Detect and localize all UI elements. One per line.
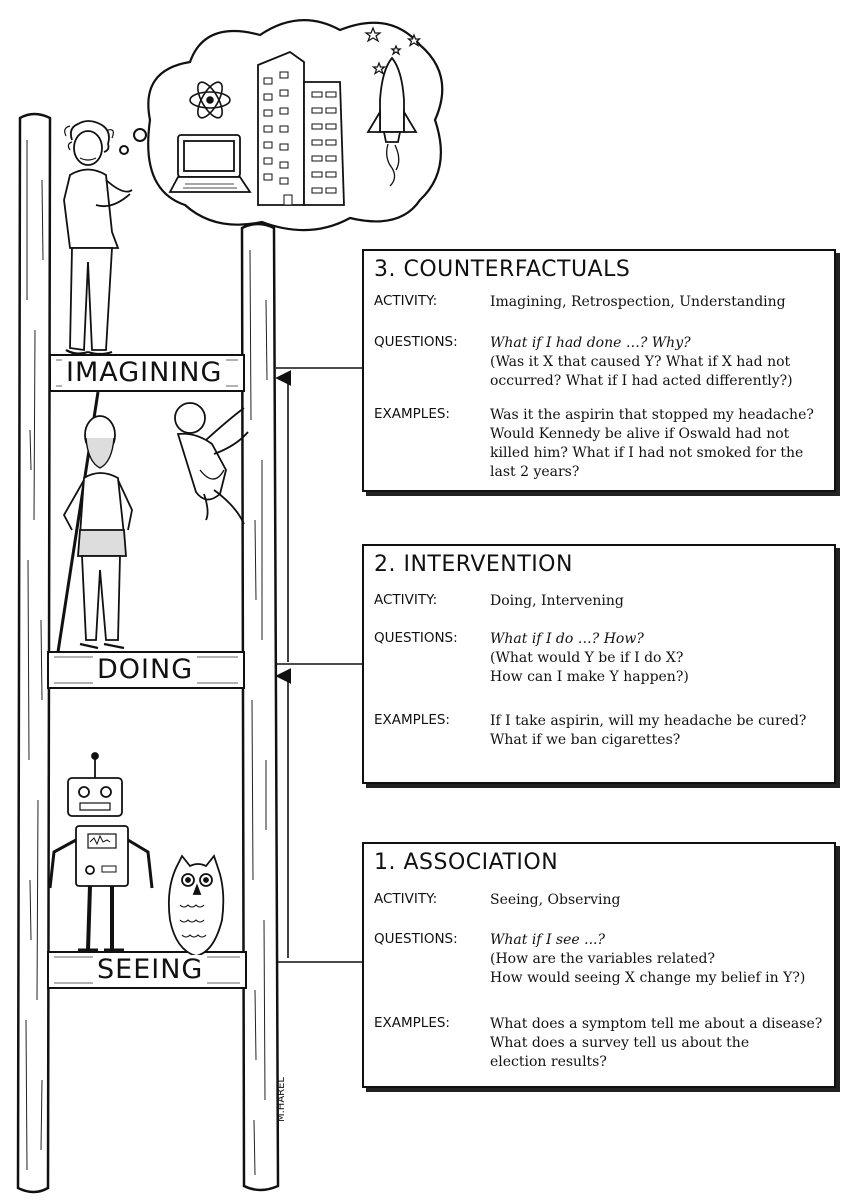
level-3-example-line: Was it the aspirin that stopped my headache? [490, 407, 814, 423]
robot-icon [50, 753, 152, 950]
owl-icon [169, 856, 223, 956]
rung-label-doing: DOING [93, 655, 197, 685]
level-2-title: 2. INTERVENTION [374, 552, 573, 577]
level-2-question-line: How can I make Y happen?) [490, 669, 689, 685]
level-3-example-line: last 2 years? [490, 464, 580, 480]
level-2-example-line: If I take aspirin, will my headache be cured? [490, 713, 807, 729]
level-1-example-line: What does a survey tell us about the [490, 1035, 750, 1051]
level-2-box [362, 544, 836, 784]
level-2-activity: Doing, Intervening [490, 593, 624, 609]
level-3-question-line: (Was it X that caused Y? What if X had not [490, 354, 791, 370]
baby-figure [175, 403, 248, 524]
ladder-left-pole [18, 114, 50, 1192]
examples-label: EXAMPLES: [374, 1015, 450, 1031]
activity-label: ACTIVITY: [374, 592, 438, 608]
questions-label: QUESTIONS: [374, 630, 458, 646]
ladder-right-pole [242, 224, 278, 1190]
questions-label: QUESTIONS: [374, 931, 458, 947]
activity-label: ACTIVITY: [374, 293, 438, 309]
questions-label: QUESTIONS: [374, 334, 458, 350]
level-1-activity: Seeing, Observing [490, 892, 621, 908]
rung-label-seeing: SEEING [93, 955, 207, 985]
level-1-question-line: How would seeing X change my belief in Y?) [490, 970, 806, 986]
artist-signature: M.HAREL [276, 1076, 287, 1122]
level-1-questions-lead: What if I see ...? [490, 932, 605, 948]
level-3-questions-lead: What if I had done …? Why? [490, 335, 691, 351]
level-3-example-line: killed him? What if I had not smoked for the [490, 445, 804, 461]
level-3-box [362, 249, 836, 492]
level-3-title: 3. COUNTERFACTUALS [374, 257, 631, 282]
level-1-example-line: What does a symptom tell me about a disease? [490, 1016, 823, 1032]
level-3-activity: Imagining, Retrospection, Understanding [490, 294, 786, 310]
level-1-title: 1. ASSOCIATION [374, 850, 559, 875]
examples-label: EXAMPLES: [374, 406, 450, 422]
examples-label: EXAMPLES: [374, 712, 450, 728]
einstein-figure [64, 121, 132, 354]
level-1-question-line: (How are the variables related? [490, 951, 715, 967]
laptop-icon [170, 135, 250, 192]
activity-label: ACTIVITY: [374, 891, 438, 907]
rung-label-imagining: IMAGINING [62, 358, 226, 388]
level-2-questions-lead: What if I do …? How? [490, 631, 644, 647]
level-2-question-line: (What would Y be if I do X? [490, 650, 684, 666]
level-1-box [362, 842, 836, 1088]
connectors [276, 368, 362, 962]
level-2-example-line: What if we ban cigarettes? [490, 732, 681, 748]
caveman-figure [58, 392, 132, 652]
level-3-example-line: Would Kennedy be alive if Oswald had not [490, 426, 790, 442]
level-1-example-line: election results? [490, 1054, 607, 1070]
level-3-question-line: occurred? What if I had acted differently?) [490, 373, 793, 389]
